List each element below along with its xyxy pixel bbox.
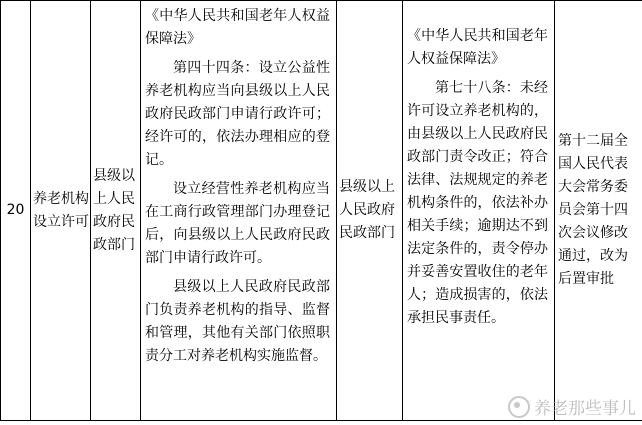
original-basis-paragraph: 第四十四条：设立公益性养老机构应当向县级以上人民政府民政部门申请行政许可；经许可的，依法办理相应的登记。 (145, 60, 330, 168)
original-basis-paragraph: 县级以上人民政府民政部门负责养老机构的指导、监督和管理，其他有关部门依照职责分工对养老机构实施监督。 (145, 279, 330, 364)
original-basis-title: 《中华人民共和国老年人权益保障法》 (145, 8, 330, 47)
new-basis-paragraph: 第七十八条：未经许可设立养老机构的，由县级以上人民政府民政部门责令改正；符合法律、法规规定的养老机构条件的，依法补办相关手续；逾期达不到法定条件的，责令停办并妥善安置收住的老年人；造成损害的，依法承担民事责任。 (407, 80, 548, 326)
original-department: 县级以上人民政府民政部门 (91, 1, 141, 421)
watermark (508, 394, 636, 419)
original-legal-basis (141, 1, 337, 421)
wechat-icon (508, 396, 530, 418)
new-legal-basis (403, 1, 555, 421)
watermark-text: 养老那些事儿 (534, 399, 636, 419)
new-basis-title: 《中华人民共和国老年人权益保障法》 (407, 28, 548, 67)
item-name: 养老机构设立许可 (31, 1, 91, 421)
table-row (1, 1, 642, 421)
original-basis-paragraph: 设立经营性养老机构应当在工商行政管理部门办理登记后，向县级以上人民政府民政部门申请行政许可。 (145, 181, 330, 266)
new-department: 县级以上人民政府民政部门 (337, 1, 403, 421)
row-number: 20 (1, 1, 31, 421)
revision-note: 第十二届全国人民代表大会常务委员会第十四次会议修改通过，改为后置审批 (555, 1, 642, 421)
